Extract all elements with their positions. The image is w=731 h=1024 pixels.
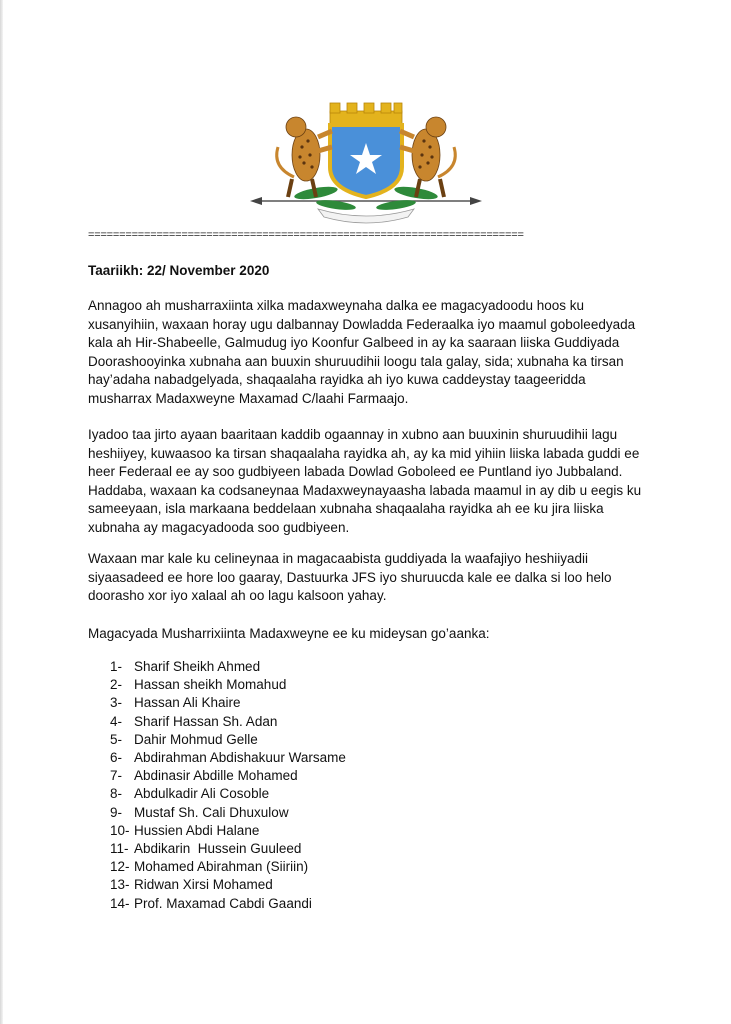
list-item — [110, 749, 346, 767]
list-item-number: 14- — [110, 895, 130, 911]
list-item-name: Mohamed Abirahman (Siiriin) — [134, 859, 309, 875]
leopard-left-icon — [277, 117, 332, 197]
list-item-name: Mustaf Sh. Cali Dhuxulow — [134, 804, 289, 820]
list-item-name: Abdinasir Abdille Mohamed — [134, 768, 298, 784]
list-item — [110, 804, 346, 822]
list-item-number: 5- — [110, 731, 123, 747]
list-item — [110, 895, 346, 913]
list-item-number: 4- — [110, 713, 123, 729]
list-item-number: 3- — [110, 695, 123, 711]
list-item — [110, 767, 346, 785]
list-item — [110, 713, 346, 731]
list-item — [110, 785, 346, 803]
list-item-number: 2- — [110, 677, 123, 693]
ribbon-icon — [318, 209, 414, 223]
list-item-number: 7- — [110, 768, 123, 784]
list-item — [110, 876, 346, 894]
crown-icon — [330, 103, 402, 125]
paragraph-3: Waxaan mar kale ku celineynaa in magacaabista guddiyada la waafajiyo heshiiyadii siyaasadeed ee hore loo gaaray, Dastuurka JFS iyo shuruucda kale ee dalka si loo helo doorasho xor iyo xalaal ah oo lagu kalsoon yahay. — [88, 551, 612, 604]
spear-tip-left-icon — [250, 197, 262, 205]
list-item — [110, 840, 346, 858]
list-item-name: Hussien Abdi Halane — [134, 822, 260, 838]
list-item-number: 1- — [110, 659, 123, 674]
list-item-number: 6- — [110, 750, 123, 766]
list-item — [110, 731, 346, 749]
list-item-name: Sharif Hassan Sh. Adan — [134, 713, 278, 729]
list-item-number: 11- — [110, 841, 129, 857]
candidate-list — [110, 658, 346, 913]
list-item-number: 12- — [110, 859, 130, 875]
list-item-name: Abdulkadir Ali Cosoble — [134, 786, 270, 802]
list-item-number: 10- — [110, 822, 130, 838]
list-item-number: 8- — [110, 786, 123, 802]
candidate-list-intro: Magacyada Musharrixiinta Madaxweyne ee ku mideysan go’aanka: — [88, 626, 490, 641]
paragraph-2: Iyadoo taa jirto ayaan baaritaan kaddib ogaannay in xubno aan buuxinin shuruudihii lagu heshiiyey, kuwaasoo ka tirsan shaqaalaha rayidka ah, ay ka mid yihiin liiska labada guddi ee heer Federaal ee ay soo gudbiyeen labada Dowlad Goboleed ee Puntland iyo Jubbaland. Haddaba, waxaan ka codsaneynaa Madaxweynayaasha labada maamul in ay dib u eegis ku sameeyaan, isla markaana beddelaan xubnaha shaqaalaha rayidka ah ee ku jira liiska xubnaha ay magacyadooda soo gudbiyeen. — [88, 427, 642, 535]
list-item — [110, 858, 346, 876]
list-item-name: Ridwan Xirsi Mohamed — [134, 877, 273, 893]
list-item-name: Abdikarin Hussein Guuleed — [134, 841, 302, 857]
list-item — [110, 694, 346, 712]
list-item-name: Sharif Sheikh Ahmed — [134, 659, 261, 674]
list-item — [110, 822, 346, 840]
list-item — [110, 658, 346, 676]
list-item — [110, 676, 346, 694]
header-separator: ====================================================================== — [88, 229, 524, 241]
list-item-name: Dahir Mohmud Gelle — [134, 731, 258, 747]
spear-tip-right-icon — [470, 197, 482, 205]
list-item-number: 9- — [110, 804, 123, 820]
page-edge — [0, 0, 3, 1024]
list-item-name: Hassan sheikh Momahud — [134, 677, 287, 693]
list-item-name: Abdirahman Abdishakuur Warsame — [134, 750, 346, 766]
somalia-coat-of-arms-icon — [248, 97, 484, 227]
list-item-name: Prof. Maxamad Cabdi Gaandi — [134, 895, 312, 911]
list-item-name: Hassan Ali Khaire — [134, 695, 241, 711]
date-line: Taariikh: 22/ November 2020 — [88, 263, 270, 278]
leopard-right-icon — [400, 117, 455, 197]
list-item-number: 13- — [110, 877, 130, 893]
paragraph-1: Annagoo ah musharraxiinta xilka madaxweynaha dalka ee magacyadoodu hoos ku xusanyihiin, waxaan horay ugu dalbannay Dowladda Federaalka iyo maamul goboleedyada kala ah Hir-Shabeelle, Galmudug iyo Koonfur Galbeed in ay ka saaraan liiska Guddiyada Doorashooyinka xubnaha aan buuxin shuruudihii loogu tala galay, sida; xubnaha ka tirsan hay’adaha nabadgelyada, shaqaalaha rayidka ah iyo kuwa caddeystay taageeridda musharrax Madaxweyne Maxamad C/laahi Farmaajo. — [88, 298, 636, 406]
